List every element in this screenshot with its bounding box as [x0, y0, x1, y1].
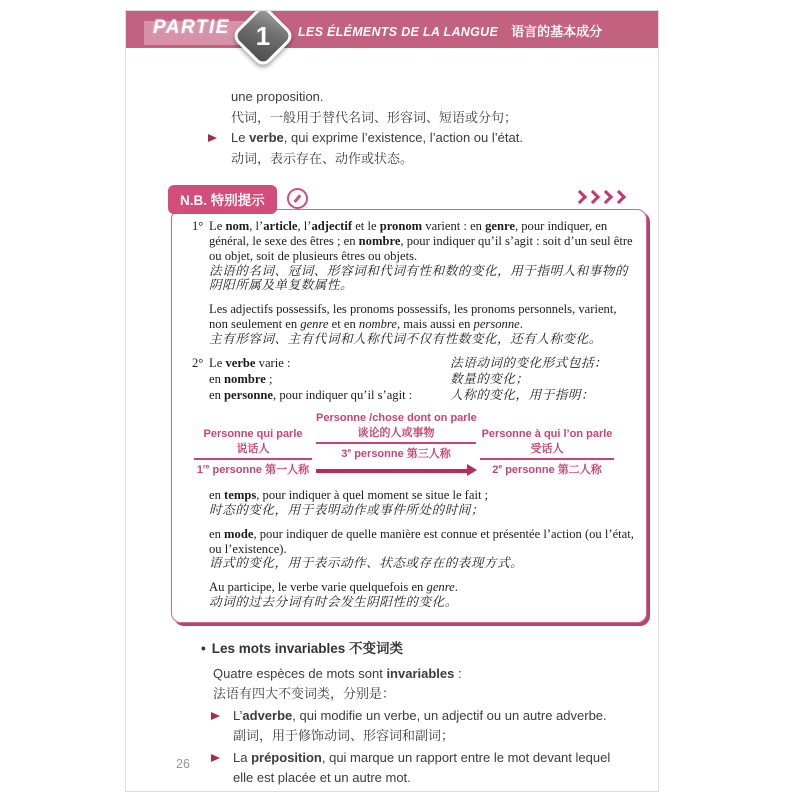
intro-continuation-fr: une proposition. [231, 89, 324, 104]
diagram-underline [194, 458, 312, 460]
part-header-bar [126, 11, 658, 51]
nb-paragraph-possessifs-fr: Les adjectifs possessifs, les pronoms possessifs, les pronoms personnels, varient, non seulement en genre et en nombre, mais aussi en personne. [209, 302, 617, 332]
nb-item-2 [192, 356, 636, 403]
nombre-row [209, 372, 636, 387]
nb-temps [192, 488, 636, 518]
intro-section [231, 87, 638, 169]
second-person-label: 2e personne 第二人称 [492, 463, 602, 477]
diagram-underline [316, 442, 476, 444]
nb-mode [192, 527, 636, 572]
chevrons-icon [572, 189, 624, 207]
speaker-fr: Personne qui parle [203, 428, 303, 441]
nb-participe [192, 580, 636, 610]
nb-item-1-zh: 法语的名词、冠词、形容词和代词有性和数的变化，用于指明人和事物的阴阳所属及单复数属性。 [209, 263, 628, 293]
adverbe-zh: 副词，用于修饰动词、形容词和副词； [233, 728, 455, 744]
verbe-varie-row [209, 356, 636, 371]
book-page [125, 10, 659, 792]
adverbe-item [201, 706, 633, 747]
nb-temps-fr: en temps, pour indiquer à quel moment se situe le fait ; [209, 488, 489, 502]
invariables-heading-text: Les mots invariables 不变词类 [211, 641, 404, 657]
invariables-line-zh: 法语有四大不变词类，分别是： [213, 686, 396, 702]
preposition-fr: La préposition, qui marque un rapport entre le mot devant lequel elle est placée et un autre mot. [233, 749, 611, 786]
listener-fr: Personne à qui l’on parle [481, 428, 613, 441]
bullet-dot-icon: • [201, 641, 206, 657]
partie-label: PARTIE [153, 17, 230, 38]
invariables-section [201, 639, 633, 789]
part-titles [298, 21, 602, 40]
nb-mode-fr: en mode, pour indiquer de quelle manière est connue et présentée l’action (ou l’état, ou l’existence). [209, 526, 634, 556]
diagram-speaker-column [194, 411, 312, 478]
preposition-item [201, 748, 633, 789]
row-zh: 人称的变化，用于指明： [450, 387, 595, 402]
arrow-bullet-icon [211, 754, 220, 762]
speaker-zh: 说话人 [236, 442, 270, 455]
first-person-label: 1re personne 第一人称 [196, 463, 310, 477]
row-fr: en nombre ; [209, 371, 273, 386]
nb-header [168, 185, 658, 212]
persons-diagram [194, 411, 636, 478]
nb-item-1 [192, 219, 636, 293]
nb-note-box [171, 209, 647, 623]
diagram-underline [480, 458, 614, 460]
intro-verbe-fr: Le verbe, qui exprime l’existence, l’action ou l’état. [231, 130, 523, 145]
nb-pencil-circle-icon [287, 188, 308, 209]
part-number-badge [230, 10, 295, 69]
part-title-chinese: 语言的基本成分 [511, 24, 603, 39]
arrow-bullet-icon [211, 712, 220, 720]
right-arrow-icon [316, 469, 468, 473]
topic-zh: 谈论的人或事物 [357, 426, 435, 439]
row-zh: 数量的变化； [450, 371, 529, 386]
page-number: 26 [176, 757, 190, 771]
row-fr: en personne, pour indiquer qu’il s’agit : [209, 387, 413, 402]
arrow-bullet-icon [208, 134, 217, 142]
nb-item-1-fr: Le nom, l’article, l’adjectif et le pronom varient : en genre, pour indiquer, en général, le sexe des êtres ; en nombre, pour indiquer qu’il s’agit : soit d’un seul être ou objet, soit de plusieurs êtres ou objets. [209, 219, 633, 263]
row-zh: 法语动词的变化形式包括： [450, 355, 608, 370]
part-title-french: LES ÉLÉMENTS DE LA LANGUE [298, 25, 499, 39]
part-number: 1 [255, 20, 271, 51]
adverbe-fr: L’adverbe, qui modifie un verbe, un adjectif ou un autre adverbe. [233, 707, 607, 723]
item-marker: 1° [192, 219, 204, 233]
nb-mode-zh: 语式的变化，用于表示动作、状态或存在的表现方式。 [209, 556, 524, 571]
nb-paragraph-possessifs-zh: 主有形容词、主有代词和人称代词不仅有性数变化，还有人称变化。 [209, 332, 602, 347]
nb-tab-label: N.B. 特别提示 [168, 185, 277, 214]
nb-temps-zh: 时态的变化，用于表明动作或事件所处的时间； [209, 502, 484, 517]
intro-verbe-item [231, 128, 638, 149]
listener-zh: 受话人 [530, 442, 564, 455]
nb-paragraph-possessifs [192, 302, 636, 347]
invariables-line-fr: Quatre espèces de mots sont invariables : [213, 665, 462, 681]
nb-participe-zh: 动词的过去分词有时会发生阴阳性的变化。 [209, 595, 458, 610]
row-fr: Le verbe varie : [209, 355, 291, 370]
diagram-listener-column [480, 411, 614, 478]
invariables-heading [201, 639, 633, 660]
diagram-topic-column [316, 411, 476, 478]
chevron-right-icon [612, 190, 626, 204]
third-person-label: 3e personne 第三人称 [341, 447, 451, 461]
nb-participe-fr: Au participe, le verbe varie quelquefois en genre. [209, 580, 458, 595]
personne-row [209, 388, 636, 403]
intro-verbe-zh: 动词，表示存在、动作或状态。 [231, 150, 414, 166]
item-marker: 2° [192, 355, 204, 370]
intro-pronoun-zh: 代词，一般用于替代名词、形容词、短语或分句； [231, 109, 518, 125]
topic-fr: Personne /chose dont on parle [316, 412, 477, 425]
